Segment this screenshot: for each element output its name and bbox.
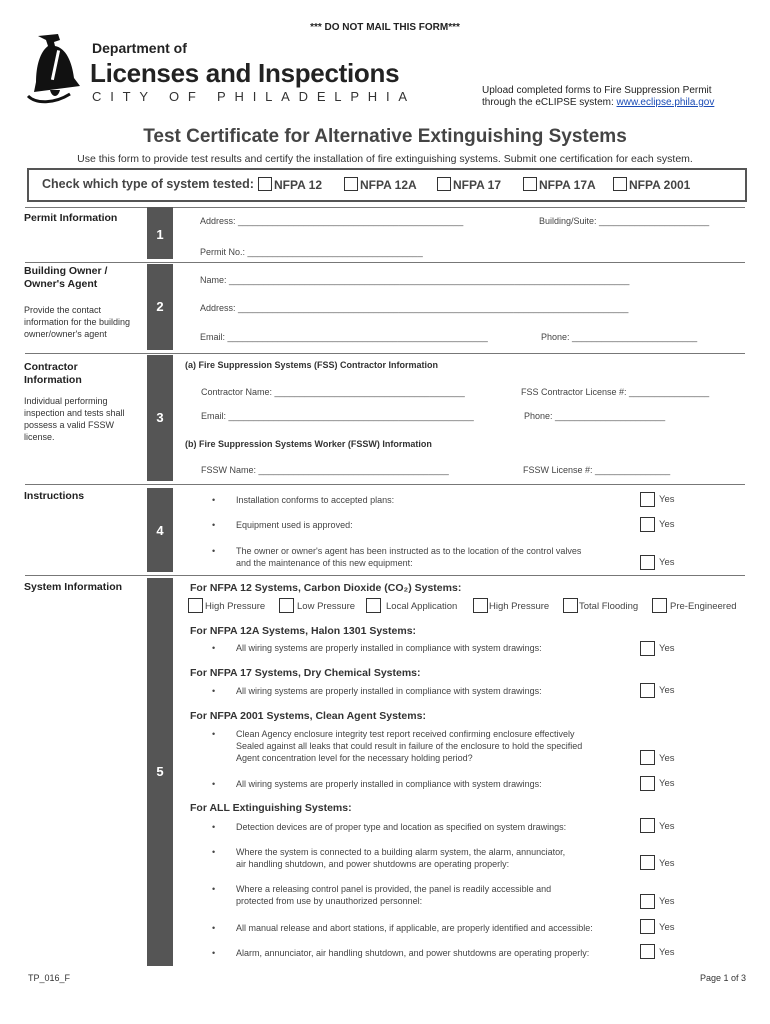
fssw-name-field[interactable]: FSSW Name: ______________________________________ [201,465,449,475]
system-type-bar [27,168,747,202]
clean-agent-line1: Clean Agency enclosure integrity test report received confirming enclosure effectively [236,729,575,739]
total-flooding-label: Total Flooding [579,601,639,612]
panel-line2: protected from use by unauthorized personnel: [236,896,423,906]
section2-number: 2 [156,299,164,314]
pre-engineered-checkbox[interactable] [652,598,667,613]
form-id: TP_016_F [28,973,71,983]
upload-line2-prefix: through the eCLIPSE system: [482,97,617,108]
nfpa2001-group-heading: For NFPA 2001 Systems, Clean Agent Systems: [190,710,426,722]
yes-label: Yes [659,922,675,933]
section1-heading: Permit Information [24,212,118,224]
section2-heading-line2: Owner's Agent [24,278,98,290]
section5-heading: System Information [24,581,123,593]
bullet: • [212,948,216,958]
section3-desc-line4: license. [24,432,55,442]
yes-checkbox[interactable] [640,555,655,570]
nfpa12a-wiring: All wiring systems are properly installed in compliance with system drawings: [236,643,542,653]
yes-label: Yes [659,685,675,696]
section2-description [24,304,130,340]
fss-contractor-subheading: (a) Fire Suppression Systems (FSS) Contractor Information [185,360,439,370]
section1-number: 1 [156,227,164,242]
alarm-annunciator-shutdowns: Alarm, annunciator, air handling shutdown, and power shutdowns are operating properly: [236,948,590,958]
liberty-bell-logo [24,32,84,106]
nfpa12-group-heading: For NFPA 12 Systems, Carbon Dioxide (CO₂) Systems: [190,582,462,594]
form-title: Test Certificate for Alternative Extinguishing Systems [143,126,627,147]
fssw-license-field[interactable]: FSSW License #: _______________ [523,465,671,475]
bullet: • [212,884,216,894]
nfpa2001-wiring: All wiring systems are properly installed in compliance with system drawings: [236,779,542,789]
owner-email-field[interactable]: Email: ____________________________________________________ [200,332,488,342]
upload-instructions [482,85,714,109]
section2-top-rule [25,262,745,263]
section3-desc-line1: Individual performing [24,396,108,406]
all-systems-group-heading: For ALL Extinguishing Systems: [190,802,352,814]
section2-desc-line3: owner/owner's agent [24,329,107,339]
section5-number: 5 [156,764,164,779]
nfpa12-label: NFPA 12 [274,178,323,192]
yes-checkbox[interactable] [640,492,655,507]
nfpa17-checkbox[interactable] [437,177,451,191]
nfpa2001-option[interactable] [613,177,690,192]
section3-desc-line2: inspection and tests shall [24,408,125,418]
instruction-equipment: Equipment used is approved: [236,520,353,530]
owner-address-field[interactable]: Address: ______________________________________________________________________________ [200,303,629,313]
nfpa12a-checkbox[interactable] [344,177,358,191]
yes-label: Yes [659,778,675,789]
total-flooding-checkbox[interactable] [563,598,578,613]
nfpa17a-option[interactable] [523,177,596,192]
panel-line1: Where a releasing control panel is provided, the panel is readily accessible and [236,884,552,894]
nfpa12a-label: NFPA 12A [360,178,417,192]
section4-number: 4 [156,523,164,538]
nfpa2001-checkbox[interactable] [613,177,627,191]
section3-desc-line3: possess a valid FSSW [24,420,115,430]
do-not-mail-note: *** DO NOT MAIL THIS FORM*** [310,22,460,33]
section3-description [24,395,125,443]
permit-building-suite-field[interactable]: Building/Suite: ______________________ [539,216,710,226]
nfpa12-option[interactable] [258,177,322,192]
bullet: • [212,729,216,739]
nfpa17-label: NFPA 17 [453,178,502,192]
permit-number-field[interactable]: Permit No.: ___________________________________ [200,247,423,257]
yes-label: Yes [659,821,675,832]
alarm-line2: air handling shutdown, and power shutdowns are operating properly: [236,859,510,869]
section3-top-rule [25,353,745,354]
bullet: • [212,546,216,556]
yes-checkbox[interactable] [640,683,655,698]
yes-label: Yes [659,947,675,958]
yes-label: Yes [659,519,675,530]
clean-agent-enclosure [236,728,582,764]
nfpa17-option[interactable] [437,177,501,192]
yes-checkbox[interactable] [640,919,655,934]
clean-agent-line2: Sealed against all leaks that could result in failure of the enclosure to hold the specified [236,741,583,751]
yes-checkbox[interactable] [640,750,655,765]
form-subtitle: Use this form to provide test results and certify the installation of fire extinguishing systems. Submit one certification for each system. [77,153,693,165]
high-pressure-label: High Pressure [205,601,266,612]
bullet: • [212,686,216,696]
yes-label: Yes [659,643,675,654]
yes-checkbox[interactable] [640,776,655,791]
high-pressure-2-label: High Pressure [489,601,550,612]
permit-address-field[interactable]: Address: _____________________________________________ [200,216,464,226]
upload-line1: Upload completed forms to Fire Suppression Permit [482,85,712,96]
nfpa17-wiring: All wiring systems are properly installed in compliance with system drawings: [236,686,542,696]
bullet: • [212,643,216,653]
bullet: • [212,847,216,857]
section5-top-rule [25,575,745,576]
instruction-plans: Installation conforms to accepted plans: [236,495,395,505]
pre-engineered-label: Pre-Engineered [670,601,737,612]
org-name-line2: Licenses and Inspections [90,58,400,88]
bullet: • [212,779,216,789]
section3-heading [24,361,82,387]
instruction-owner-line1: The owner or owner's agent has been instructed as to the location of the control valves [236,546,582,556]
yes-checkbox[interactable] [640,818,655,833]
nfpa2001-label: NFPA 2001 [629,178,691,192]
high-pressure-2-checkbox[interactable] [473,598,488,613]
yes-checkbox[interactable] [640,944,655,959]
yes-label: Yes [659,753,675,764]
local-application-label: Local Application [386,601,458,612]
yes-checkbox[interactable] [640,894,655,909]
yes-label: Yes [659,858,675,869]
contractor-email-field[interactable]: Email: _________________________________________________ [201,411,474,421]
section3-heading-line1: Contractor [24,361,78,373]
manual-release-stations: All manual release and abort stations, if applicable, are properly identified and accessible: [236,923,593,933]
nfpa12-checkbox[interactable] [258,177,272,191]
instruction-owner-instructed [236,545,581,569]
bullet: • [212,495,216,505]
yes-label: Yes [659,896,675,907]
owner-name-field[interactable]: Name: ________________________________________________________________________________ [200,275,630,285]
system-type-label: Check which type of system tested: [42,177,254,191]
building-alarm-connection [236,846,565,870]
yes-label: Yes [659,494,675,505]
section2-desc-line1: Provide the contact [24,305,102,315]
yes-checkbox[interactable] [640,517,655,532]
section4-heading: Instructions [24,490,85,502]
detection-devices: Detection devices are of proper type and location as specified on system drawings: [236,822,567,832]
low-pressure-checkbox[interactable] [279,598,294,613]
alarm-line1: Where the system is connected to a building alarm system, the alarm, annunciator, [236,847,566,857]
low-pressure-label: Low Pressure [297,601,356,612]
fss-license-field[interactable]: FSS Contractor License #: ________________ [521,387,710,397]
bullet: • [212,822,216,832]
high-pressure-checkbox[interactable] [188,598,203,613]
contractor-phone-field[interactable]: Phone: ______________________ [524,411,666,421]
bullet: • [212,923,216,933]
clean-agent-line3: Agent concentration level for the necessary holding period? [236,753,473,763]
page-number: Page 1 of 3 [700,973,747,983]
section2-heading-line1: Building Owner / [24,265,108,277]
nfpa17a-label: NFPA 17A [539,178,596,192]
owner-phone-field[interactable]: Phone: _________________________ [541,332,698,342]
instruction-owner-line2: and the maintenance of this new equipment: [236,558,413,568]
nfpa17a-checkbox[interactable] [523,177,537,191]
yes-checkbox[interactable] [640,855,655,870]
upload-line2 [482,97,714,109]
fssw-worker-subheading: (b) Fire Suppression Systems Worker (FSSW) Information [185,439,432,449]
local-application-checkbox[interactable] [366,598,381,613]
section2-desc-line2: information for the building [24,317,131,327]
releasing-control-panel [236,883,551,907]
section4-top-rule [25,484,745,485]
section1-top-rule [25,207,745,208]
section2-heading [24,265,107,291]
section3-number: 3 [156,410,164,425]
nfpa17-group-heading: For NFPA 17 Systems, Dry Chemical Systems: [190,667,421,679]
nfpa12a-option[interactable] [344,177,417,192]
contractor-name-field[interactable]: Contractor Name: ______________________________________ [201,387,465,397]
yes-label: Yes [659,557,675,568]
bullet: • [212,520,216,530]
org-name-line1: Department of [92,40,187,56]
section3-heading-line2: Information [24,374,82,386]
nfpa12a-group-heading: For NFPA 12A Systems, Halon 1301 Systems: [190,625,417,637]
org-name-city: CITY OF PHILADELPHIA [92,89,416,104]
eclipse-link[interactable]: www.eclipse.phila.gov [616,97,715,108]
yes-checkbox[interactable] [640,641,655,656]
